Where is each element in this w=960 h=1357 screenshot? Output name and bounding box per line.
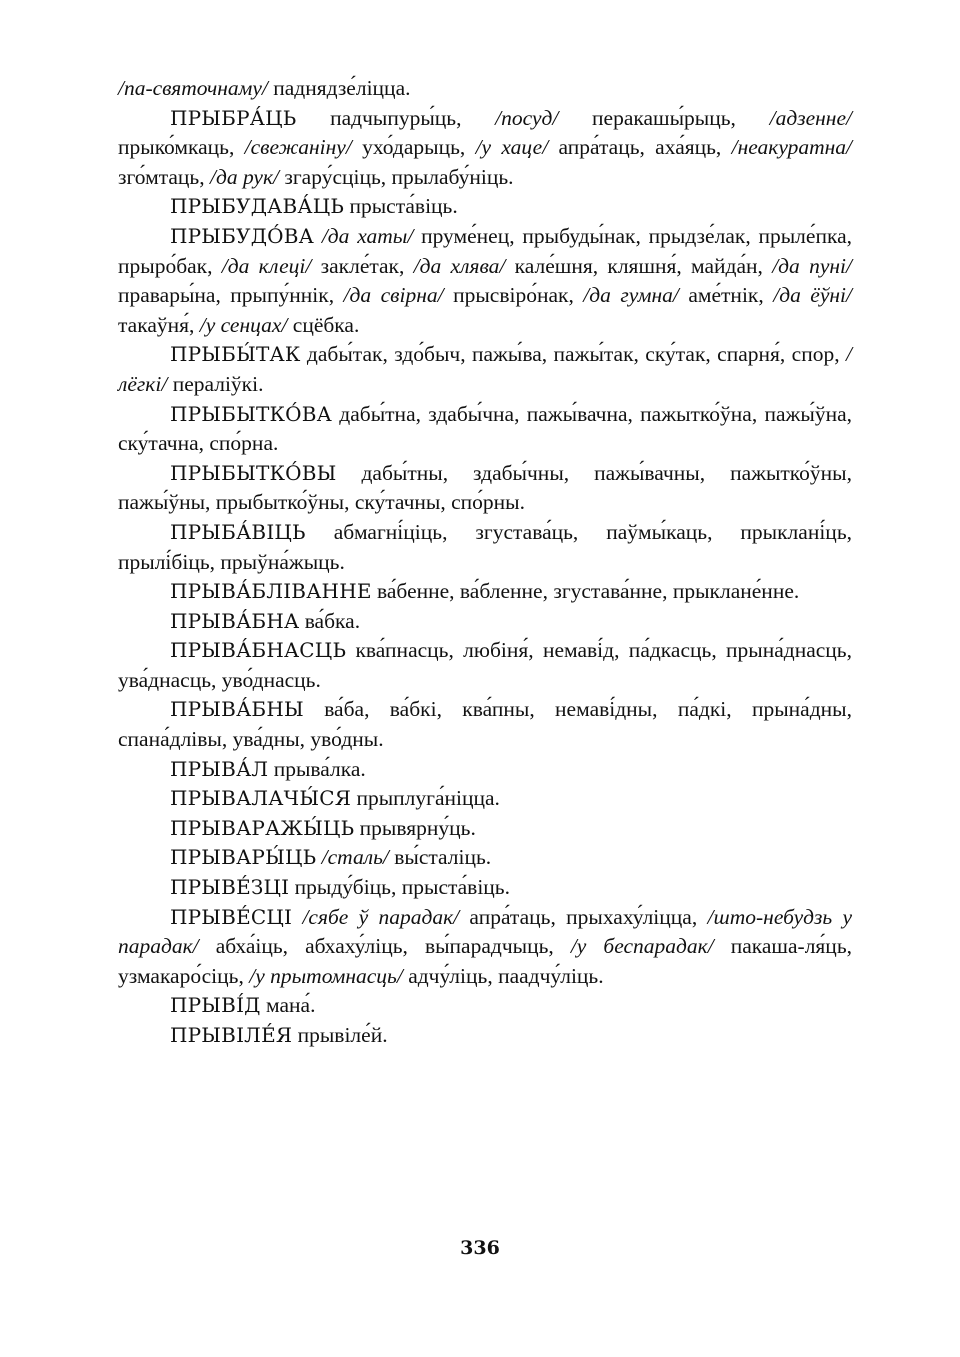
dictionary-entry — [118, 843, 852, 873]
dictionary-entry — [118, 755, 852, 785]
usage-note: /свежаніну/ — [244, 135, 352, 160]
synonym-text: аме́тнік, — [678, 283, 774, 308]
synonym-text: сцёбка. — [287, 312, 360, 337]
usage-note: /па-святочнаму/ — [118, 76, 268, 100]
usage-note: /сябе ў парадак/ — [302, 904, 460, 929]
usage-note: /да рук/ — [209, 164, 279, 189]
usage-note: /у сенцах/ — [199, 312, 288, 337]
entry-headword: ПРЫБРА́ЦЬ — [170, 105, 297, 130]
dictionary-entry — [118, 636, 852, 695]
synonym-text: прыста́віць. — [344, 194, 458, 219]
dictionary-entry — [118, 577, 852, 607]
usage-note: /што-небудзь у парадак/ — [118, 904, 853, 959]
usage-note: /у беспарадак/ — [570, 934, 714, 959]
synonym-text: прыва́лка. — [268, 756, 366, 781]
synonym-text: дабы́так, здо́быч, пажы́ва, пажы́так, ску́так, спарня́, спор, — [300, 342, 847, 367]
entry-headword: ПРЫВА́БНАСЦЬ — [170, 638, 347, 663]
synonym-text: вы́сталіць. — [388, 845, 492, 870]
usage-note: /у прытомнасць/ — [249, 963, 403, 988]
synonym-text: мана́. — [260, 993, 316, 1018]
synonym-text: дабы́тны, здабы́чны, пажы́вачны, пажытко́ўны, пажы́ўны, прыбытко́ўны, ску́тачны, спо́рны. — [118, 460, 852, 515]
dictionary-entry — [118, 400, 852, 459]
dictionary-entry — [118, 607, 852, 637]
synonym-text: дабы́тна, здабы́чна, пажы́вачна, пажытко́ўна, пажы́ўна, ску́тачна, спо́рна. — [118, 401, 852, 456]
usage-note: /да хаты/ — [321, 223, 414, 248]
synonym-text: правары́на, прыпу́ннік, — [118, 283, 344, 308]
synonym-text: адчу́ліць, паадчу́ліць. — [402, 963, 604, 988]
entry-headword: ПРЫБЫТКО́ВЫ — [170, 460, 337, 485]
usage-note: /да свірна/ — [343, 283, 444, 308]
synonym-text: ва́бка. — [299, 608, 361, 633]
usage-note: /адзенне/ — [769, 105, 852, 130]
entry-headword: ПРЫВА́БНА — [170, 608, 300, 633]
dictionary-entry — [118, 104, 852, 193]
synonym-text: ква́пнасць, любіня́, немаві́д, па́дкасць, прына́днасць, ува́днасць, уво́днасць. — [118, 638, 852, 692]
entry-headword: ПРЫВА́БНЫ — [170, 697, 304, 722]
synonym-text: такаўня́, — [118, 312, 200, 337]
synonym-text: прыду́біць, прыста́віць. — [289, 875, 510, 900]
usage-note: /посуд/ — [495, 105, 559, 130]
dictionary-entry — [118, 74, 852, 104]
synonym-text: ва́бенне, ва́бленне, згустава́нне, прыклане́нне. — [371, 579, 800, 604]
dictionary-entry — [118, 459, 852, 518]
usage-note: /да клеці/ — [221, 253, 312, 278]
dictionary-entry — [118, 784, 852, 814]
synonym-text: апра́таць, аха́яць, — [548, 135, 732, 160]
dictionary-entry — [118, 1021, 852, 1051]
synonym-text — [314, 224, 322, 248]
synonym-text: пакаша-ля́ць, узмакаро́сіць, — [118, 934, 852, 988]
dictionary-entry — [118, 991, 852, 1021]
synonym-text: паднядзе́ліцца. — [267, 76, 411, 100]
dictionary-entry — [118, 873, 852, 903]
synonym-text: прыплуга́ніцца. — [351, 786, 500, 811]
entry-headword: ПРЫВІ́Д — [170, 993, 261, 1018]
dictionary-page — [118, 74, 852, 1051]
entry-headword: ПРЫБУДАВА́ЦЬ — [170, 194, 345, 219]
synonym-text: зго́мтаць, — [118, 164, 210, 189]
synonym-text: кале́шня, кляшня́, майда́н, — [505, 253, 773, 278]
entry-headword: ПРЫБЫТКО́ВА — [170, 401, 333, 426]
usage-note: /лёгкі/ — [118, 342, 852, 396]
synonym-text: прывіле́й. — [292, 1023, 388, 1047]
dictionary-entry — [118, 222, 852, 340]
entry-headword: ПРЫБЫ́ТАК — [170, 342, 301, 367]
synonym-text — [292, 905, 302, 929]
usage-note: /да хлява/ — [413, 253, 506, 278]
dictionary-entry — [118, 340, 852, 399]
entry-headword: ПРЫБА́ВІЦЬ — [170, 519, 306, 544]
dictionary-entry — [118, 903, 852, 992]
synonym-text: абха́іць, абхаху́ліць, вы́парадчыць, — [198, 934, 571, 959]
usage-note: /у хаце/ — [475, 135, 549, 160]
synonym-text: перакашы́рыць, — [558, 105, 770, 130]
entry-headword: ПРЫВА́БЛІВАННЕ — [170, 579, 372, 604]
synonym-text: закле́так, — [311, 253, 414, 278]
synonym-text: абмагні́ціць, згустава́ць, паўмы́каць, прыклані́ць, прылі́біць, прыўна́жыць. — [118, 519, 852, 574]
dictionary-entry — [118, 518, 852, 577]
entry-headword: ПРЫВАЛАЧЫ́СЯ — [170, 786, 352, 811]
dictionary-entry — [118, 814, 852, 844]
synonym-text: згару́сціць, прылабу́ніць. — [279, 164, 514, 189]
page-number: 336 — [460, 1237, 500, 1259]
usage-note: /сталь/ — [321, 845, 389, 870]
synonym-text: ва́ба, ва́бкі, ква́пны, немаві́дны, па́дкі, прына́дны, спана́длівы, ува́дны, уво́дны. — [118, 697, 852, 752]
entry-headword: ПРЫВАРАЖЫ́ЦЬ — [170, 815, 355, 840]
synonym-text: прывярну́ць. — [354, 815, 476, 840]
synonym-text: прысвіро́нак, — [443, 283, 584, 308]
synonym-text: пераліўкі. — [167, 371, 264, 396]
entry-headword: ПРЫВА́Л — [170, 756, 269, 781]
usage-note: /да гумна/ — [583, 283, 679, 308]
usage-note: /да ёўні/ — [773, 283, 852, 308]
entry-headword: ПРЫВЕ́СЦІ — [170, 904, 293, 929]
dictionary-entry — [118, 695, 852, 754]
synonym-text: ухо́дарыць, — [351, 135, 476, 160]
entry-headword: ПРЫВІЛЕ́Я — [170, 1023, 293, 1047]
synonym-text: пруме́нец, прыбуды́нак, прыдзе́лак, прыле́пка, прыро́бак, — [118, 223, 852, 278]
usage-note: /да пуні/ — [772, 253, 852, 278]
synonym-text: падчыпуры́ць, — [296, 105, 496, 130]
synonym-text: прыко́мкаць, — [118, 135, 245, 160]
entry-headword: ПРЫВАРЫ́ЦЬ — [170, 845, 317, 870]
dictionary-entry — [118, 192, 852, 222]
usage-note: /неакуратна/ — [731, 135, 852, 160]
entry-headword: ПРЫВЕ́ЗЦІ — [170, 875, 290, 900]
synonym-text: апра́таць, прыхаху́ліцца, — [459, 904, 708, 929]
entry-headword: ПРЫБУДО́ВА — [170, 223, 315, 248]
